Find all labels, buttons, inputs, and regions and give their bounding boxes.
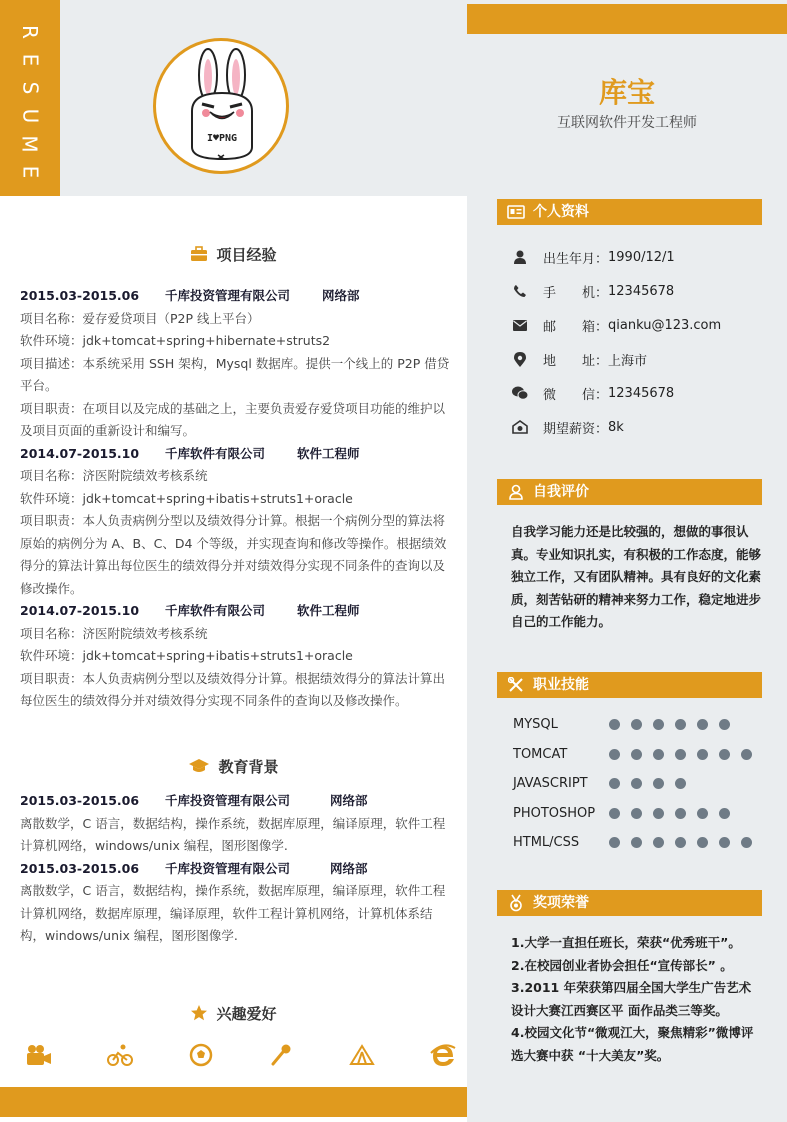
skills-heading (497, 672, 762, 698)
hobbies-heading-label: 兴趣爱好 (216, 1005, 277, 1023)
entry-dept: 软件工程师 (297, 603, 360, 618)
skill-dot (609, 808, 620, 819)
footer-accent-bar (0, 1087, 467, 1117)
cycling-icon (107, 1042, 133, 1068)
header-accent-bar (467, 4, 787, 34)
skill-dot (719, 719, 730, 730)
hobby-icons (26, 1042, 456, 1068)
resume-letter: S (17, 81, 42, 95)
rabbit-illustration (156, 41, 286, 171)
info-value: 上海市 (608, 353, 648, 369)
skill-dot (741, 749, 752, 760)
projects-heading-label: 项目经验 (216, 246, 277, 264)
awards-list (511, 932, 761, 1067)
skill-dot (609, 719, 620, 730)
skill-dot (653, 719, 664, 730)
skill-row (513, 740, 763, 770)
user-badge-icon (507, 483, 525, 501)
phone-icon (511, 284, 529, 298)
wechat-icon (511, 386, 529, 400)
skill-dot (675, 837, 686, 848)
entry-date: 2015.03-2015.06 (20, 860, 140, 876)
skill-level (609, 719, 741, 730)
resume-letter: M (17, 135, 42, 153)
entry-line: 离散数学，C 语言，数据结构，操作系统，数据库原理，编译原理，软件工程计算机网络，数据库原理，编译原理，软件工程计算机网络，计算机体系结构，windows/unix 编程，图形图像学. (20, 883, 446, 943)
skill-level (609, 749, 763, 760)
avatar-text: I♥PNG (206, 133, 238, 144)
skill-level (609, 778, 697, 789)
skill-dot (719, 808, 730, 819)
info-value: 8k (608, 419, 624, 435)
projects-list (20, 285, 452, 713)
info-label: 手 机： (543, 285, 609, 301)
skill-name: HTML/CSS (513, 835, 580, 851)
name-block (467, 76, 787, 132)
resume-vertical-label (0, 0, 60, 196)
entry-line: 项目名称：济医附院绩效考核系统 (20, 625, 208, 641)
info-row-wechat (511, 376, 771, 410)
awards-heading (497, 890, 762, 916)
project-entry-header (20, 443, 452, 466)
avatar (153, 38, 289, 174)
education-heading (0, 756, 467, 778)
info-label: 微 信： (543, 387, 609, 403)
skill-dot (609, 778, 620, 789)
skill-dot (697, 719, 708, 730)
skill-dot (741, 837, 752, 848)
projects-heading (0, 244, 467, 266)
skill-dot (653, 808, 664, 819)
info-label: 邮 箱： (543, 319, 609, 335)
info-row-email (511, 308, 771, 342)
entry-dept: 网络部 (330, 793, 368, 808)
skill-dot (719, 749, 730, 760)
entry-date: 2014.07-2015.10 (20, 603, 140, 618)
video-camera-icon (26, 1042, 52, 1068)
entry-line: 软件环境：jdk+tomcat+spring+ibatis+struts1+oracle (20, 648, 353, 663)
skill-dot (675, 778, 686, 789)
entry-company: 千库投资管理有限公司 (165, 860, 291, 876)
salary-icon (511, 420, 529, 434)
entry-date: 2014.07-2015.10 (20, 445, 140, 461)
self-eval-heading-label: 自我评价 (533, 484, 589, 500)
microphone-icon (268, 1042, 294, 1068)
self-eval-text: 自我学习能力还是比较强的，想做的事很认真。专业知识扎实，有积极的工作态度，能够独立工作，又有团队精神。具有良好的文化素质，刻苦钻研的精神来努力工作，稳定地进步自己的工作能力。 (511, 524, 762, 629)
skill-dot (631, 837, 642, 848)
award-line: 4.校园文化节“微观江大，聚焦精彩”微博评选大赛中获 “十大美友”奖。 (511, 1025, 754, 1063)
skill-row (513, 799, 763, 829)
skill-dot (609, 837, 620, 848)
skill-name: PHOTOSHOP (513, 805, 596, 821)
resume-letter: U (17, 108, 42, 124)
resume-letter: E (17, 53, 42, 67)
mail-icon (511, 320, 529, 331)
skill-level (609, 837, 763, 848)
entry-company: 千库软件有限公司 (165, 603, 266, 618)
skill-row (513, 769, 763, 799)
awards-heading-label: 奖项荣誉 (533, 895, 589, 911)
hobbies-heading (0, 1003, 467, 1026)
resume-letter: E (17, 165, 42, 179)
entry-line: 软件环境：jdk+tomcat+spring+ibatis+struts1+oracle (20, 490, 353, 506)
award-line: 3.2011 年荣获第四届全国大学生广告艺术设计大赛江西赛区平 面作品类三等奖。 (511, 980, 752, 1018)
skills-list (513, 710, 763, 858)
entry-line: 项目名称：爱存爱贷项目（P2P 线上平台） (20, 310, 260, 326)
entry-date: 2015.03-2015.06 (20, 288, 140, 303)
skill-dot (697, 837, 708, 848)
entry-dept: 网络部 (330, 860, 368, 876)
award-line: 2.在校园创业者协会担任“宣传部长” 。 (511, 957, 733, 973)
info-value: 1990/12/1 (608, 249, 675, 265)
entry-line: 项目职责：本人负责病例分型以及绩效得分计算。根据一个病例分型的算法将原始的病例分为 A、B、C、D4 个等级，并实现查询和修改等操作。根据绩效得分的算法计算出每位医生的绩效得分并对绩效得分实现不同条件的查询以及修改操作。 (20, 513, 447, 596)
personal-info-heading (497, 199, 762, 225)
location-icon (511, 352, 529, 367)
entry-line: 项目职责：在项目以及完成的基础之上，主要负责爱存爱贷项目功能的维护以及项目页面的重新设计和编写。 (20, 400, 446, 438)
info-value: 12345678 (608, 283, 675, 299)
skill-dot (609, 749, 620, 760)
tools-icon (507, 676, 525, 694)
info-label: 出生年月： (543, 251, 609, 267)
info-value: qianku@123.com (608, 317, 722, 333)
entry-company: 千库软件有限公司 (165, 445, 266, 461)
skill-row (513, 710, 763, 740)
skill-dot (675, 719, 686, 730)
soccer-ball-icon (188, 1042, 214, 1068)
entry-line: 离散数学，C 语言，数据结构，操作系统，数据库原理，编译原理，软件工程计算机网络，windows/unix 编程，图形图像学. (20, 815, 446, 853)
entry-line: 项目名称：济医附院绩效考核系统 (20, 468, 208, 483)
internet-explorer-icon (430, 1042, 456, 1068)
skill-dot (653, 837, 664, 848)
info-label: 地 址： (543, 353, 609, 369)
project-entry-header (20, 600, 452, 623)
entry-company: 千库投资管理有限公司 (165, 288, 291, 303)
skill-dot (631, 808, 642, 819)
skill-dot (719, 837, 730, 848)
education-entry-header (20, 790, 452, 813)
skill-level (609, 808, 741, 819)
skill-name: TOMCAT (513, 746, 568, 762)
entry-line: 项目描述：本系统采用 SSH 架构，Mysql 数据库。提供一个线上的 P2P 借贷平台。 (20, 355, 450, 393)
person-name: 库宝 (598, 76, 655, 109)
entry-line: 软件环境：jdk+tomcat+spring+hibernate+struts2 (20, 333, 331, 348)
skill-name: JAVASCRIPT (513, 776, 588, 792)
personal-info-heading-label: 个人资料 (533, 204, 589, 220)
briefcase-icon (190, 246, 208, 266)
job-title: 互联网软件开发工程师 (557, 115, 697, 131)
self-eval-heading (497, 479, 762, 505)
info-row-salary (511, 410, 771, 444)
resume-letter: R (18, 25, 42, 39)
skill-dot (675, 749, 686, 760)
award-line: 1.大学一直担任班长，荣获“优秀班干”。 (511, 935, 741, 950)
project-entry-header (20, 285, 452, 308)
info-row-phone (511, 274, 771, 308)
education-heading-label: 教育背景 (218, 758, 279, 776)
personal-info-list (511, 240, 771, 444)
person-icon (511, 250, 529, 264)
entry-line: 项目职责：本人负责病例分型以及绩效得分计算。根据绩效得分的算法计算出每位医生的绩效得分并对绩效得分实现不同条件的查询以及修改操作。 (20, 670, 446, 708)
education-entry-header (20, 858, 452, 881)
entry-dept: 软件工程师 (297, 445, 360, 461)
star-icon (190, 1004, 208, 1026)
camping-tent-icon (349, 1042, 375, 1068)
skill-name: MYSQL (513, 717, 558, 733)
skill-row (513, 828, 763, 858)
entry-company: 千库投资管理有限公司 (165, 793, 291, 808)
entry-dept: 网络部 (322, 288, 360, 303)
skill-dot (697, 749, 708, 760)
medal-icon (507, 894, 525, 912)
skill-dot (697, 808, 708, 819)
education-list (20, 790, 452, 948)
info-row-birthday (511, 240, 771, 274)
info-label: 期望薪资： (543, 421, 609, 437)
skill-dot (631, 778, 642, 789)
skill-dot (653, 778, 664, 789)
entry-date: 2015.03-2015.06 (20, 793, 140, 808)
skill-dot (675, 808, 686, 819)
skills-heading-label: 职业技能 (533, 677, 589, 693)
skill-dot (653, 749, 664, 760)
graduation-cap-icon (188, 758, 210, 778)
skill-dot (631, 719, 642, 730)
id-card-icon (507, 203, 525, 221)
info-value: 12345678 (608, 385, 675, 401)
info-row-address (511, 342, 771, 376)
skill-dot (631, 749, 642, 760)
